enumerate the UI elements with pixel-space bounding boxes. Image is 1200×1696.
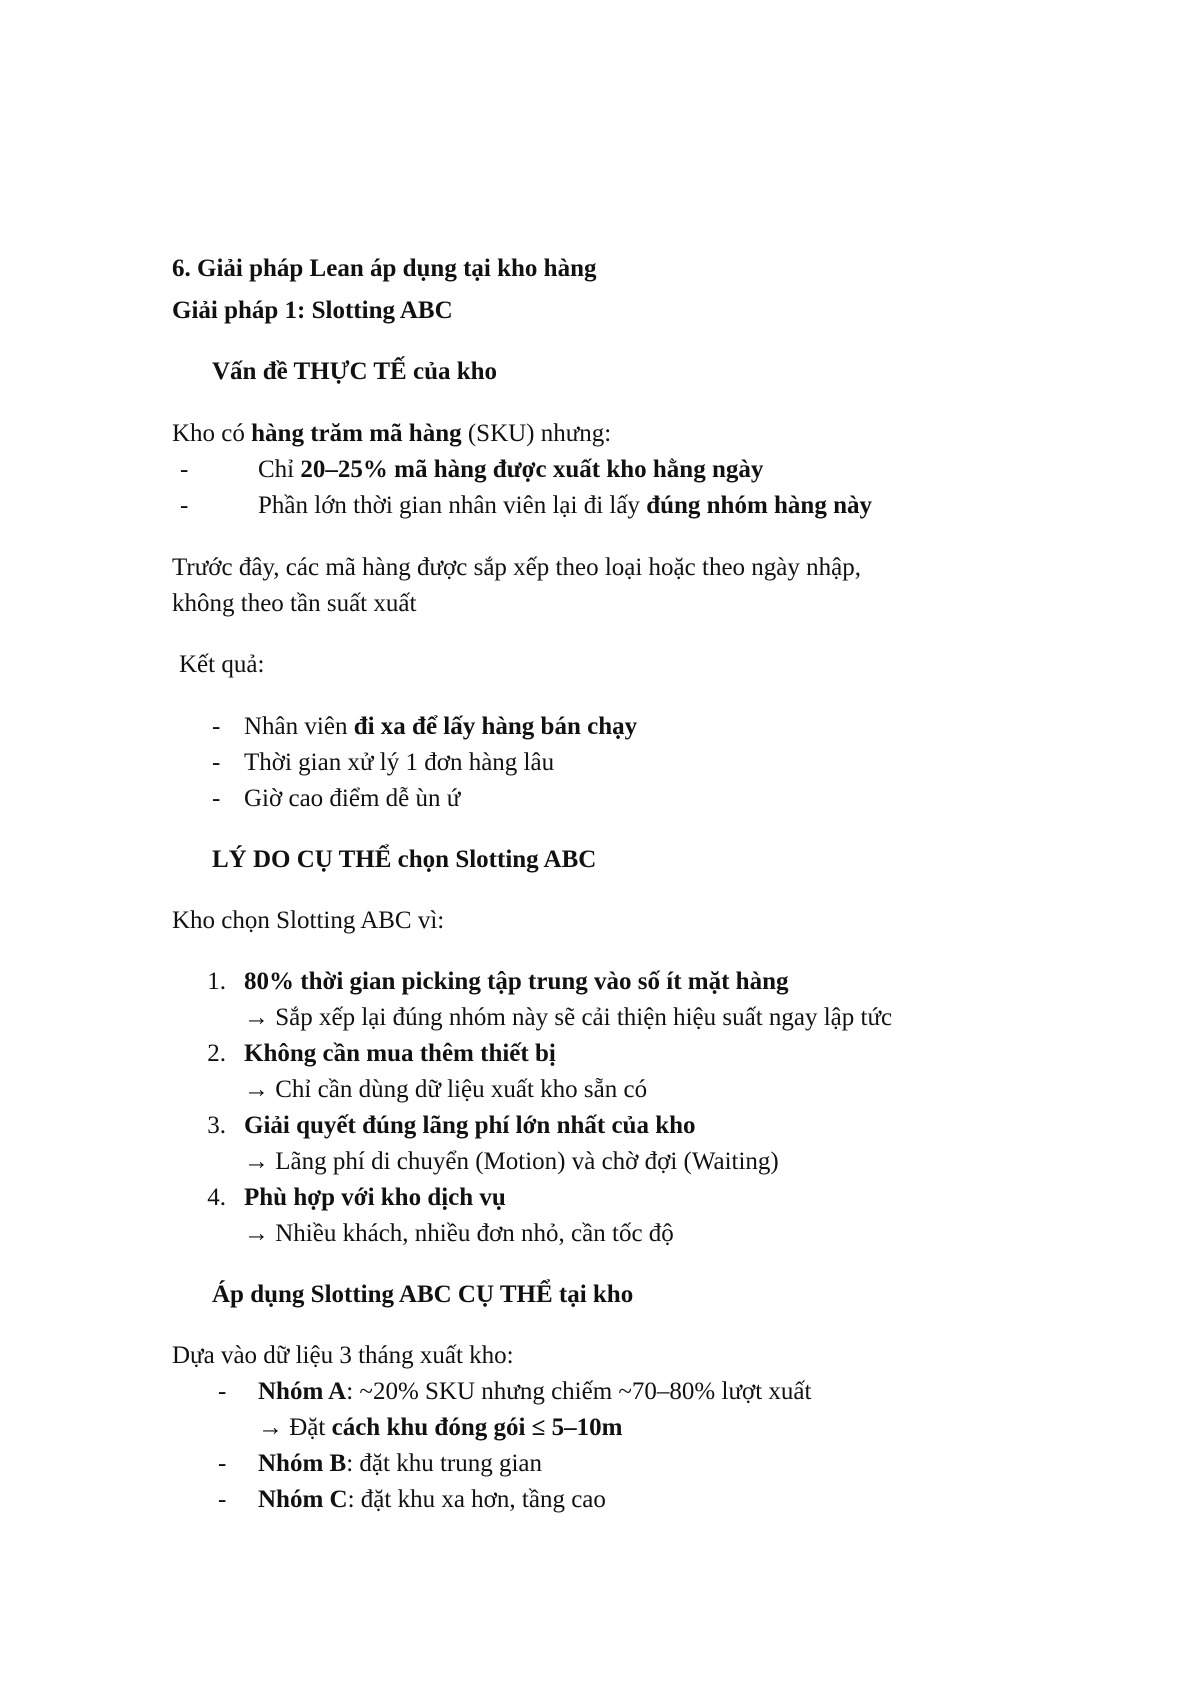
result-bullet: Thời gian xử lý 1 đơn hàng lâu <box>244 749 555 776</box>
problem-bullet: Phần lớn thời gian nhân viên lại đi lấy đúng nhóm hàng này <box>258 492 872 519</box>
bullet-dash: - <box>212 749 221 776</box>
problem-bullet: Chỉ 20–25% mã hàng được xuất kho hằng ngày <box>258 456 764 483</box>
bullet-dash: - <box>212 713 221 740</box>
solution-heading: Giải pháp 1: Slotting ABC <box>172 297 453 324</box>
list-number: 4. <box>207 1184 226 1211</box>
problem-title: Vấn đề THỰC TẾ của kho <box>212 358 498 385</box>
bullet-dash: - <box>218 1450 227 1477</box>
reason-title: Không cần mua thêm thiết bị <box>244 1040 556 1067</box>
reason-detail: → Lãng phí di chuyển (Motion) và chờ đợi (Waiting) <box>244 1148 779 1175</box>
background-paragraph-line: Trước đây, các mã hàng được sắp xếp theo loại hoặc theo ngày nhập, <box>172 554 861 581</box>
group-a-detail: → Đặt cách khu đóng gói ≤ 5–10m <box>258 1414 623 1441</box>
application-intro: Dựa vào dữ liệu 3 tháng xuất kho: <box>172 1342 514 1369</box>
group-bullet: Nhóm A: ~20% SKU nhưng chiếm ~70–80% lượt xuất <box>258 1378 812 1405</box>
bullet-dash: - <box>212 785 221 812</box>
problem-intro: Kho có hàng trăm mã hàng (SKU) nhưng: <box>172 420 612 447</box>
background-paragraph-line: không theo tần suất xuất <box>172 590 417 617</box>
result-bullet: Giờ cao điểm dễ ùn ứ <box>244 785 461 812</box>
list-number: 2. <box>207 1040 226 1067</box>
reason-title: Phù hợp với kho dịch vụ <box>244 1184 506 1211</box>
application-title: Áp dụng Slotting ABC CỤ THỂ tại kho <box>212 1281 634 1308</box>
reason-detail: → Nhiều khách, nhiều đơn nhỏ, cần tốc độ <box>244 1220 674 1247</box>
reason-detail: → Sắp xếp lại đúng nhóm này sẽ cải thiện hiệu suất ngay lập tức <box>244 1004 893 1031</box>
result-label: Kết quả: <box>179 651 265 678</box>
reasons-intro: Kho chọn Slotting ABC vì: <box>172 907 445 934</box>
bullet-dash: - <box>218 1486 227 1513</box>
reason-title: 80% thời gian picking tập trung vào số ít mặt hàng <box>244 968 789 995</box>
bullet-dash: - <box>180 492 189 519</box>
result-bullet: Nhân viên đi xa để lấy hàng bán chạy <box>244 713 638 740</box>
group-bullet: Nhóm C: đặt khu xa hơn, tầng cao <box>258 1486 606 1513</box>
reason-title: Giải quyết đúng lãng phí lớn nhất của kho <box>244 1112 696 1139</box>
list-number: 1. <box>207 968 226 995</box>
bullet-dash: - <box>180 456 189 483</box>
bullet-dash: - <box>218 1378 227 1405</box>
list-number: 3. <box>207 1112 226 1139</box>
reason-detail: → Chỉ cần dùng dữ liệu xuất kho sẵn có <box>244 1076 648 1103</box>
group-bullet: Nhóm B: đặt khu trung gian <box>258 1450 543 1477</box>
section-heading: 6. Giải pháp Lean áp dụng tại kho hàng <box>172 255 597 282</box>
reasons-title: LÝ DO CỤ THỂ chọn Slotting ABC <box>212 846 597 873</box>
